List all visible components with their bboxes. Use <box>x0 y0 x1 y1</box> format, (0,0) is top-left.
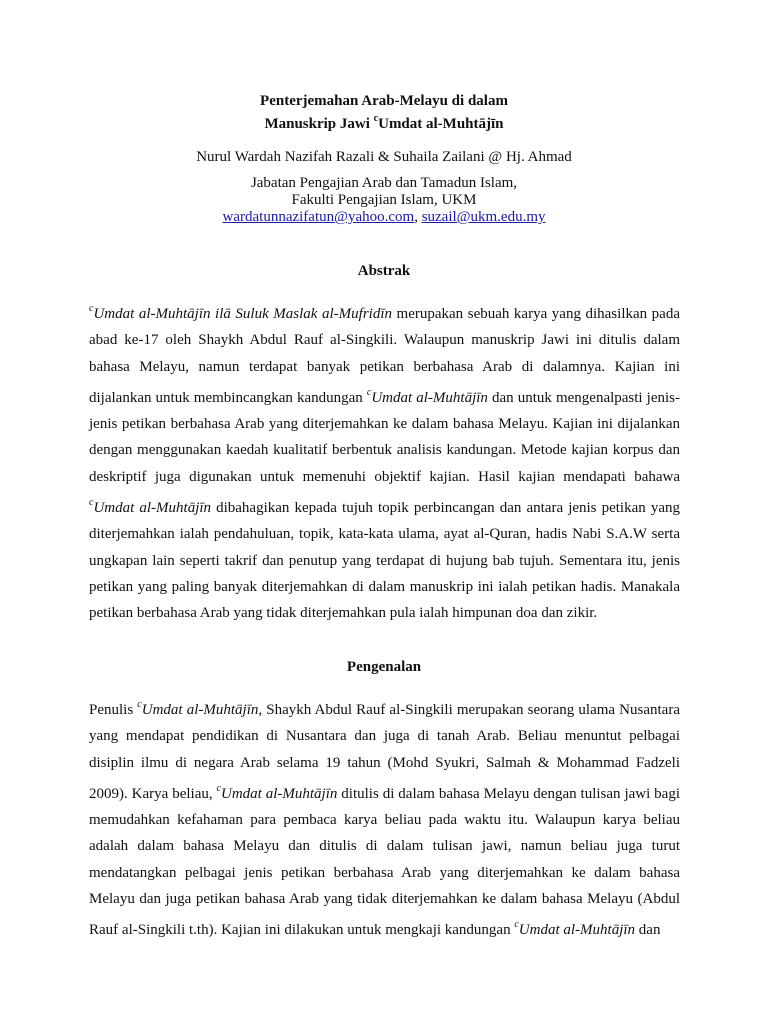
work-title-ref <box>514 919 636 939</box>
title-line-1: Penterjemahan Arab-Melayu di dalam <box>260 93 508 109</box>
abstract-paragraph <box>89 296 680 627</box>
title-line-2-prefix: Manuskrip Jawi <box>264 116 374 132</box>
email-link-1[interactable]: wardatunnazifatun@yahoo.com <box>222 209 415 225</box>
email-line <box>0 209 768 226</box>
work-title-ref <box>366 386 488 406</box>
ain-mark: c <box>514 919 519 931</box>
work-title-ref <box>137 699 259 718</box>
email-link-2[interactable]: suzail@ukm.edu.my <box>421 209 546 225</box>
work-title-ref <box>216 782 338 802</box>
ain-mark: c <box>89 497 94 509</box>
abstract-heading: Abstrak <box>357 263 411 279</box>
work-title: Umdat al-Muhtājīn <box>93 500 212 517</box>
intro-heading: Pengenalan <box>346 659 422 675</box>
affiliation <box>0 175 768 226</box>
abstract-text-3: dibahagikan kepada tujuh topik perbincangan dan antara jenis petikan yang diterjemahkan ialah pendahuluan, topik, kata-kata ulama, ayat al-Quran, hadis Nabi S.A.W serta ungkapan lain seperti takrif dan penutup yang terdapat di hujung bab tujuh. Sementara itu, jenis petikan yang paling banyak diterjemahkan di dalam manuskrip ini ialah petikan hadis. Manakala petikan berbahasa Arab yang tidak diterjemahkan pula ialah himpunan doa dan zikir. <box>89 500 680 622</box>
intro-paragraph <box>89 692 680 944</box>
work-title: Umdat al-Muhtājīn <box>220 785 338 802</box>
intro-text-1: , Shaykh Abdul Rauf al-Singkili merupakan seorang ulama Nusantara yang mendapat pendidikan di Nusantara dan juga di tanah Arab. Beliau menuntut pelbagai disiplin ilmu di negara Arab selama 19 tahun (Mohd Syukri, Salmah & Mohammad Fadzeli 2009). Karya beliau, <box>89 702 680 802</box>
intro-text-2: ditulis di dalam bahasa Melayu dengan tulisan jawi bagi memudahkan kefahaman para pembaca karya beliau pada waktu itu. Walaupun karya beliau adalah dalam bahasa Melayu dan ditulis di dalam tulisan jawi, namun beliau juga turut mendatangkan pelbagai jenis petikan berbahasa Arab yang diterjemahkan ke dalam bahasa Melayu dan juga petikan bahasa Arab yang tidak diterjemahkan ke dalam bahasa Melayu (Abdul Rauf al-Singkili t.th). Kajian ini dilakukan untuk mengkaji kandungan <box>89 785 680 939</box>
work-title: Umdat al-Muhtājīn <box>518 922 636 939</box>
work-title: Umdat al-Muhtājīn <box>371 389 488 406</box>
ain-mark: c <box>373 113 379 124</box>
work-title-ref <box>89 303 392 322</box>
intro-text-0: Penulis <box>89 702 138 718</box>
affiliation-line-1: Jabatan Pengajian Arab dan Tamadun Islam, <box>250 175 518 191</box>
affiliation-line-2: Fakulti Pengajian Islam, UKM <box>291 192 477 208</box>
email-separator: , <box>414 209 422 225</box>
ain-mark: c <box>216 782 221 794</box>
work-title-ref <box>89 497 212 517</box>
ain-mark: c <box>89 303 94 314</box>
work-title-full: Umdat al-Muhtājīn ilā Suluk Maslak al-Mufridīn <box>93 306 392 322</box>
author-list: Nurul Wardah Nazifah Razali & Suhaila Zailani @ Hj. Ahmad <box>196 149 572 165</box>
work-title: Umdat al-Muhtājīn <box>141 702 259 718</box>
paper-title <box>0 92 768 133</box>
ain-mark: c <box>137 699 142 710</box>
intro-text-3: dan <box>635 922 661 939</box>
title-line-2-rest: Umdat al-Muhtājīn <box>378 116 504 132</box>
abstract-text-1: merupakan sebuah karya yang dihasilkan pada abad ke-17 oleh Shaykh Abdul Rauf al-Singkili. Walaupun manuskrip Jawi ini ditulis dalam bahasa Melayu, namun terdapat banyak petikan berbahasa Arab di dalamnya. Kajian ini dijalankan untuk membincangkan kandungan <box>89 306 681 406</box>
title-line-2 <box>0 110 768 133</box>
abstract-text-2: dan untuk mengenalpasti jenis-jenis petikan berbahasa Arab yang diterjemahkan ke dalam bahasa Melayu. Kajian ini dijalankan dengan menggunakan kaedah kualitatif berbentuk analisis kandungan. Metode kajian korpus dan deskriptif juga digunakan untuk memenuhi objektif kajian. Hasil kajian mendapati bahawa <box>89 389 681 485</box>
ain-mark: c <box>366 386 372 398</box>
